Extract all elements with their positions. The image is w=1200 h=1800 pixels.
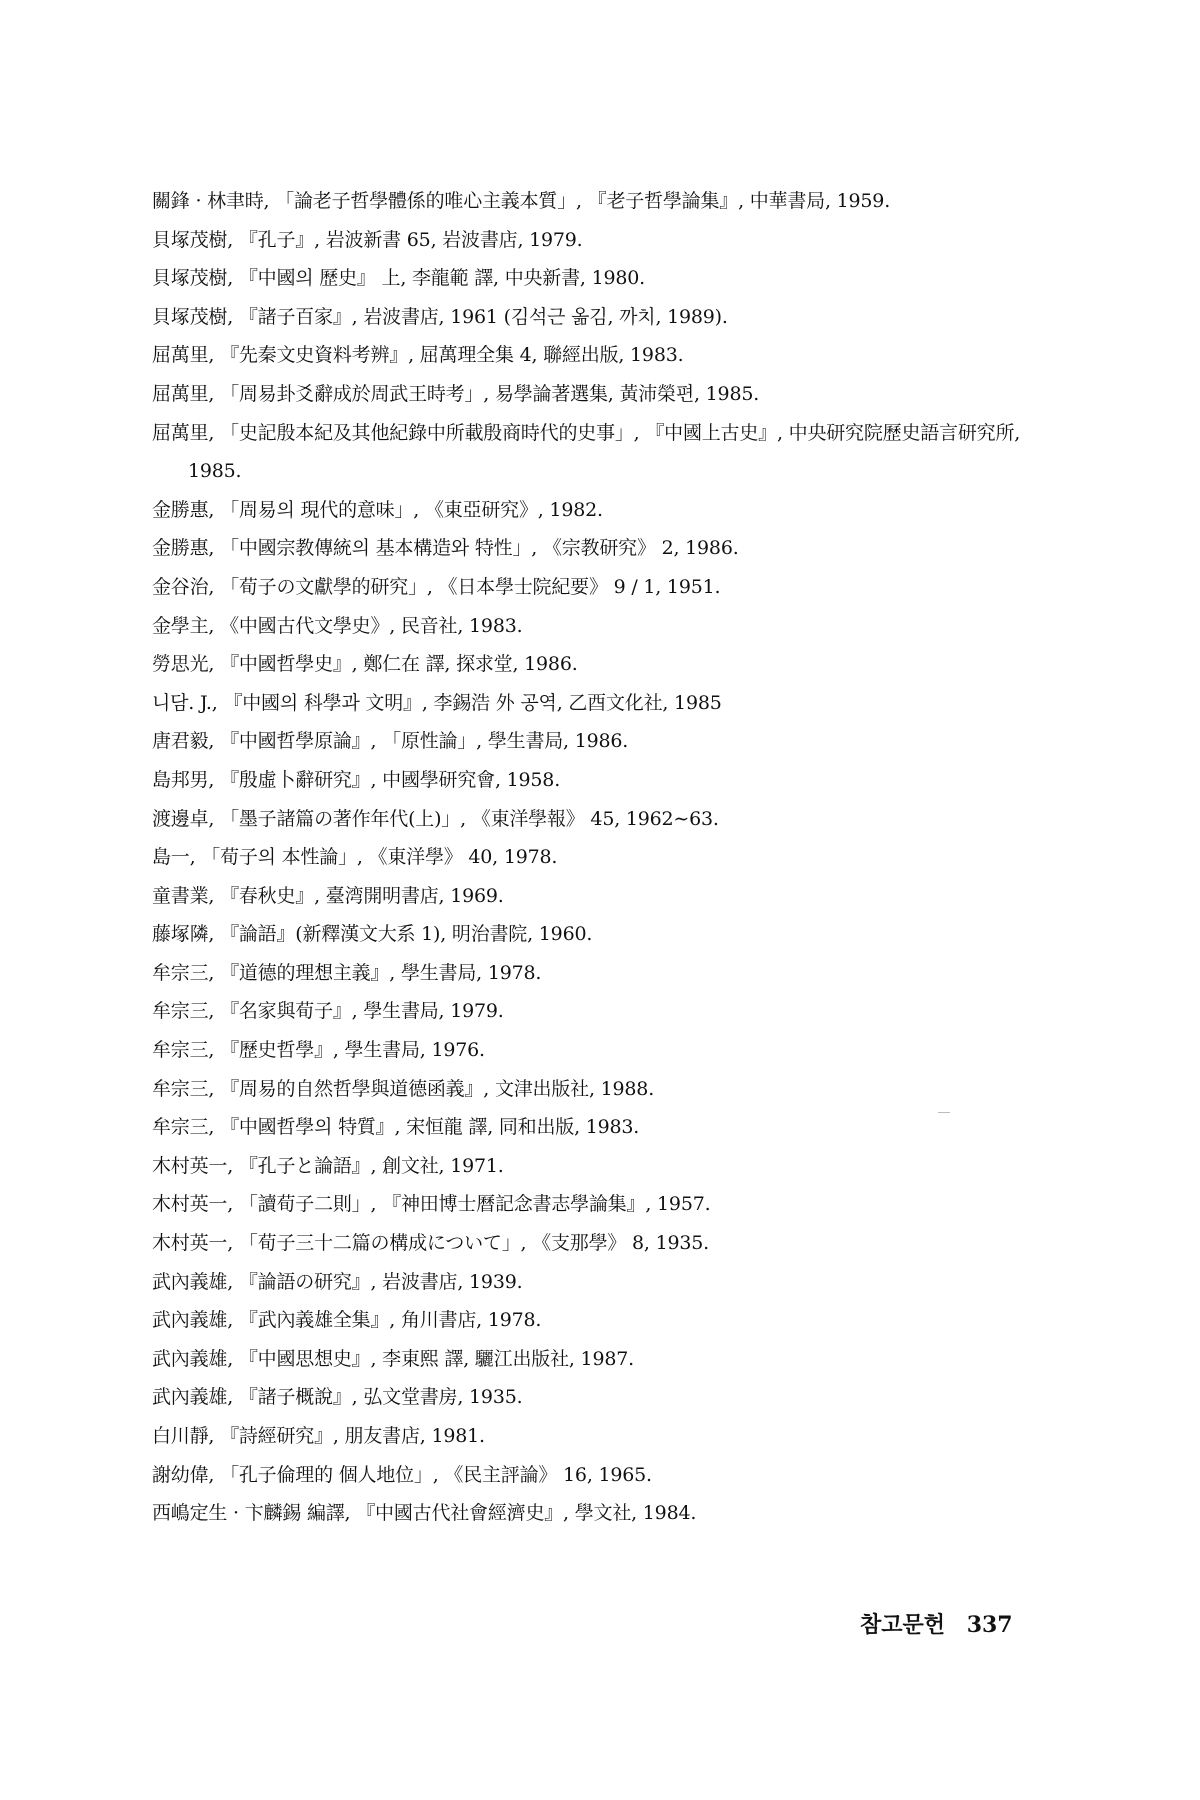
reference-entry: 童書業, 『春秋史』, 臺湾開明書店, 1969. [152,884,504,907]
reference-entry: 謝幼偉, 「孔子倫理的 個人地位」, 《民主評論》 16, 1965. [152,1463,652,1486]
reference-entry: 屈萬里, 『先秦文史資料考辨』, 屈萬理全集 4, 聯經出版, 1983. [152,344,684,367]
reference-entry: 島邦男, 『殷虛卜辭研究』, 中國學研究會, 1958. [152,768,561,791]
reference-entry: 牟宗三, 『中國哲學의 特質』, 宋恒龍 譯, 同和出版, 1983. [152,1116,640,1139]
reference-entry: 島一, 「荀子의 本性論」, 《東洋學》 40, 1978. [152,846,558,869]
reference-entry: 武內義雄, 『武內義雄全集』, 角川書店, 1978. [152,1309,542,1332]
reference-entry: 木村英一, 『孔子と論語』, 創文社, 1971. [152,1154,504,1177]
reference-entry: 屈萬里, 「史記殷本紀及其他紀錄中所載殷商時代的史事」, 『中國上古史』, 中央研究院歷史語言研究所, 1985. [152,421,1021,483]
reference-entry: 貝塚茂樹, 『中國의 歷史』 上, 李龍範 譯, 中央新書, 1980. [152,267,645,290]
page-number: 337 [966,1612,1013,1638]
reference-entry: 金勝惠, 「中國宗教傳統의 基本構造와 特性」, 《宗教研究》 2, 1986. [152,537,739,560]
reference-list [152,182,1052,1533]
reference-entry: 貝塚茂樹, 『諸子百家』, 岩波書店, 1961 (김석근 옮김, 까치, 1989). [152,305,728,328]
reference-entry: 藤塚隣, 『論語』(新釋漢文大系 1), 明治書院, 1960. [152,923,593,946]
reference-entry: 關鋒 · 林聿時, 「論老子哲學體係的唯心主義本質」, 『老子哲學論集』, 中華書局, 1959. [152,190,891,212]
reference-entry: 武內義雄, 『諸子概說』, 弘文堂書房, 1935. [152,1386,523,1409]
reference-entry: 牟宗三, 『道德的理想主義』, 學生書局, 1978. [152,961,542,984]
reference-entry: 貝塚茂樹, 『孔子』, 岩波新書 65, 岩波書店, 1979. [152,228,583,251]
reference-entry: 牟宗三, 『名家與荀子』, 學生書局, 1979. [152,1000,504,1023]
reference-entry: 牟宗三, 『周易的自然哲學與道德函義』, 文津出版社, 1988. [152,1077,655,1100]
reference-entry: 武內義雄, 『中國思想史』, 李東熙 譯, 驪江出版社, 1987. [152,1347,634,1370]
footer-section-title: 참고문헌 [860,1612,946,1638]
reference-entry: 金勝惠, 「周易의 現代的意味」, 《東亞研究》, 1982. [152,498,603,521]
reference-entry: 西嶋定生 · 卞麟錫 編譯, 『中國古代社會經濟史』, 學文社, 1984. [152,1502,697,1525]
reference-entry: 니담. J., 『中國의 科學과 文明』, 李錫浩 外 공역, 乙酉文化社, 1985 [152,691,722,714]
reference-entry: 唐君毅, 『中國哲學原論』, 「原性論」, 學生書局, 1986. [152,730,629,753]
reference-entry: 木村英一, 「荀子三十二篇の構成について」, 《支那學》 8, 1935. [152,1232,709,1255]
reference-entry: 牟宗三, 『歷史哲學』, 學生書局, 1976. [152,1039,485,1062]
reference-entry: 屈萬里, 「周易卦爻辭成於周武王時考」, 易學論著選集, 黃沛榮편, 1985. [152,382,760,405]
reference-entry: 武內義雄, 『論語の研究』, 岩波書店, 1939. [152,1270,523,1293]
scan-artifact-mark [938,1112,950,1113]
reference-entry: 勞思光, 『中國哲學史』, 鄭仁在 譯, 探求堂, 1986. [152,653,578,676]
reference-entry: 木村英一, 「讀荀子二則」, 『神田博士曆記念書志學論集』, 1957. [152,1193,711,1216]
reference-entry: 渡邊卓, 「墨子諸篇の著作年代(上)」, 《東洋學報》 45, 1962∼63. [152,807,719,830]
reference-entry: 金谷治, 「荀子の文獻學的研究」, 《日本學士院紀要》 9 / 1, 1951. [152,575,721,598]
reference-entry: 金學主, 《中國古代文學史》, 民音社, 1983. [152,614,523,637]
page-footer [860,1608,1013,1639]
reference-entry: 白川靜, 『詩經研究』, 朋友書店, 1981. [152,1425,485,1447]
